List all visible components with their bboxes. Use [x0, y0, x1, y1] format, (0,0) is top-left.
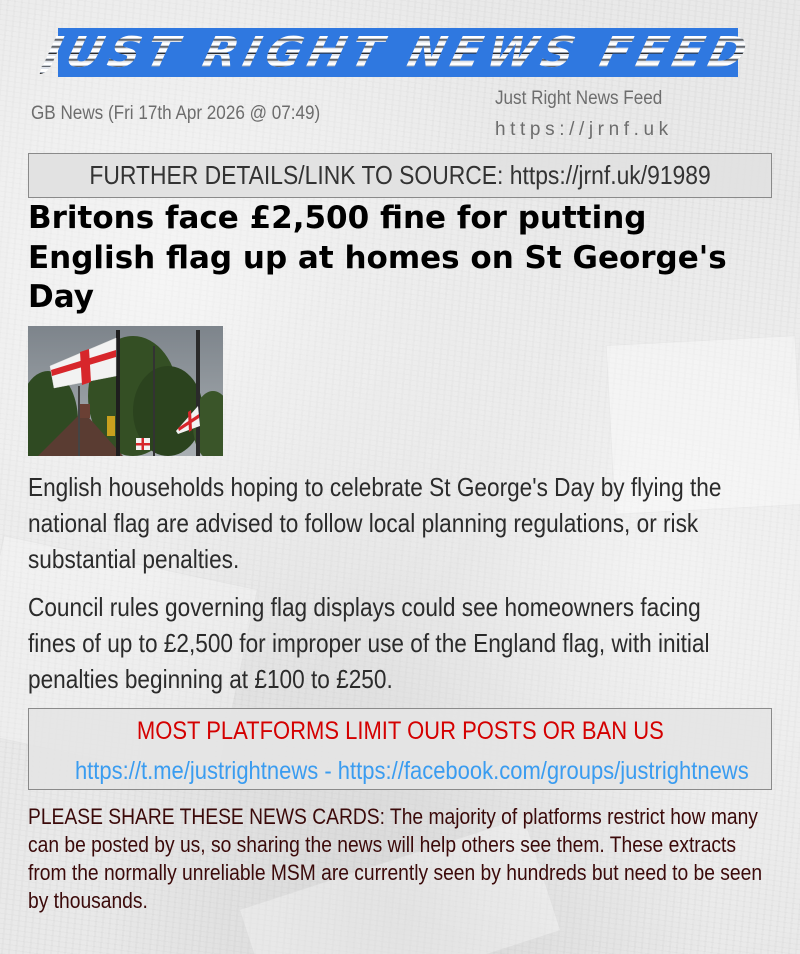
- site-url-link[interactable]: https://jrnf.uk: [495, 119, 673, 140]
- source-link-box[interactable]: [28, 153, 772, 198]
- platform-warning-text: MOST PLATFORMS LIMIT OUR POSTS OR BAN US: [136, 717, 664, 745]
- article-image: [28, 326, 223, 456]
- share-request-note: PLEASE SHARE THESE NEWS CARDS: The majority of platforms restrict how many can be posted by us, so sharing the news will help others see them. These extracts from the normally unreliable MSM are currently seen by hundreds but need to be seen by thousands.: [28, 804, 763, 913]
- source-link[interactable]: FURTHER DETAILS/LINK TO SOURCE: https://jrnf.uk/91989: [89, 160, 711, 190]
- platform-warning: [29, 713, 771, 749]
- site-banner: [38, 28, 758, 77]
- england-flags-photo: [28, 326, 223, 456]
- source-and-timestamp: GB News (Fri 17th Apr 2026 @ 07:49): [31, 103, 321, 124]
- article-paragraph: Council rules governing flag displays could see homeowners facing fines of up to £2,500 for improper use of the England flag, with initial penalties beginning at £100 to £250.: [28, 592, 710, 694]
- social-links[interactable]: [29, 753, 771, 789]
- platform-notice-box: [28, 708, 772, 790]
- social-links-text[interactable]: https://t.me/justrightnews - https://facebook.com/groups/justrightnews: [74, 757, 749, 785]
- article-headline: Britons face £2,500 fine for putting English flag up at homes on St George's Day: [28, 200, 727, 315]
- site-logo-title: JUST RIGHT NEWS FEED: [38, 28, 758, 77]
- article-paragraph: English households hoping to celebrate St George's Day by flying the national flag are advised to follow local planning regulations, or risk substantial penalties.: [28, 472, 722, 574]
- site-name: Just Right News Feed: [495, 88, 663, 109]
